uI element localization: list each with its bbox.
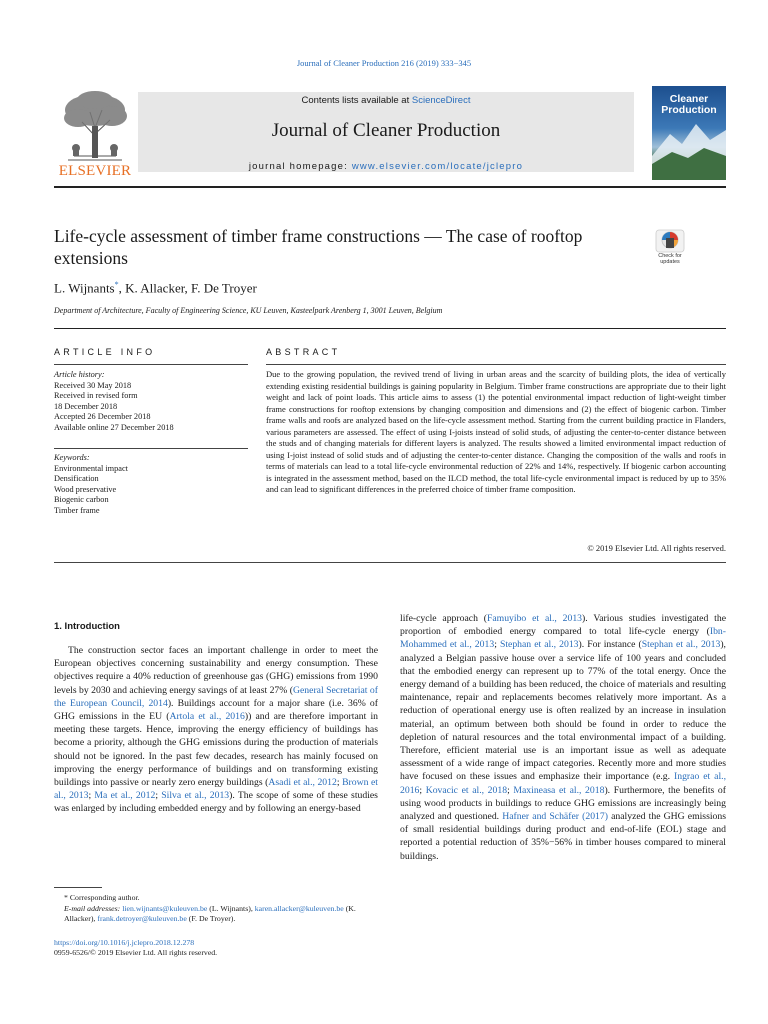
body-text: )) and are therefore important in meeting these targets. Hence, improving the energy efficiency of buildings has become a priority, although the GHG emissions during the production of materials should not be ignored. In the past few decades, research has mainly focused on improving the energy performance of buildings and on transforming existing buildings into passive or nearly zero energy buildings ( (54, 711, 378, 789)
keyword: Wood preservative (54, 484, 117, 494)
body-text: ), analyzed a Belgian passive house over a service life of 100 years and concluded that the embodied energy can represent up to 77% of the total energy. Once the energy demand of a building has been reduced, the choice of materials and resulting maintenance, repair and replacements becomes relatively more important. As a reduction of operational energy use is often realized by an increase in insulation material, an optimum between both should be found in order to reduce the depletion of natural resources and the total environmental impact of a building. Therefore, efficient material use is an important issue as well as adequate assessment of a wide range of impact categories. Recently more and more studies have focused on these issues and emphasize their importance (e.g. (400, 639, 726, 783)
abstract-copyright: © 2019 Elsevier Ltd. All rights reserved. (587, 543, 726, 553)
body-text: ). Various studies investigated the proportion of embodied energy compared to total life-cycle energy ( (400, 613, 727, 638)
intro-left-column (54, 644, 378, 816)
footnotes (54, 893, 378, 925)
journal-header-box (138, 92, 634, 172)
author-list (54, 280, 257, 296)
body-text: ; (507, 784, 514, 796)
reference-link[interactable]: Hafner and Schäfer (2017) (502, 811, 608, 823)
history-item: 18 December 2018 (54, 401, 118, 411)
corresponding-author-mark[interactable]: * (114, 280, 119, 289)
body-text: ; (494, 639, 500, 651)
article-history (54, 370, 248, 434)
reference-link[interactable]: General Secretariat of the European Council, 2014 (54, 684, 378, 709)
affiliation-rule (54, 328, 726, 329)
issn-line: 0959-6526/© 2019 Elsevier Ltd. All rights reserved. (54, 948, 218, 957)
journal-name: Journal of Cleaner Production (271, 120, 501, 141)
cover-title: Cleaner Production (661, 93, 717, 116)
intro-paragraph (400, 612, 726, 863)
abstract-bottom-rule (54, 562, 726, 563)
journal-citation[interactable]: Journal of Cleaner Production 216 (2019) 333−345 (296, 58, 472, 68)
elsevier-logo[interactable] (54, 86, 136, 180)
abstract-text: Due to the growing population, the revived trend of living in urban areas and the scarcity of building plots, the idea of vertically extending existing residential buildings is gaining popularity in Belgium. Timber frame constructions are appropriate due to their light weight and lack of point loads. This article aims to assess (1) the potential environmental impact reduction of light-weight timber frame constructions for rooftop extensions by changing composition and dimensions and (2) the effect of biogenic carbon. Timber frame walls and roofs are analyzed based on the life-cycle assessment method. Starting from the current building practice in Flanders, various parameters are assessed. The effect of using I-joists instead of solid studs, of adjusting the center-to-center distance between the studs and of changing materials for different layers is analyzed. The results showed a limited environmental impact reduction of using I-joist instead of solid studs and of adjusting the center-to-center distance. Changing the composition of the walls and roofs in terms of materials can lead to a total life-cycle environmental reduction of 22% and 14%, respectively. If biogenic carbon accounting is integrated in the assessment method, based on the ILCD method, the total life-cycle environmental impact is reduced by up to 35% and can lead to significant differences in the preferred choice of timber frame composition. (266, 369, 726, 495)
keywords (54, 453, 248, 517)
reference-link[interactable]: Ibn-Mohammed et al., 2013 (400, 626, 726, 651)
section-heading-introduction: 1. Introduction (54, 621, 120, 632)
email-link[interactable]: frank.detroyer@kuleuven.be (97, 914, 187, 923)
email-link[interactable]: lien.wijnants@kuleuven.be (122, 903, 208, 913)
header-rule (54, 186, 726, 188)
masthead (54, 86, 726, 180)
reference-link[interactable]: Famuyibo et al., 2013 (486, 613, 583, 624)
body-text: The construction sector faces an important challenge in order to meet the European objectives concerning sustainability and energy consumption. These objectives require a 40% reduction of greenhouse gas (GHG) emissions from 1990 levels by 2030 and achieving energy savings of at least 27% ( (54, 645, 378, 696)
keywords-rule (54, 448, 248, 449)
email-owner: (L. Wijnants), (207, 903, 255, 913)
abstract-heading: ABSTRACT (266, 347, 341, 357)
homepage-prefix: journal homepage: (248, 161, 352, 172)
reference-link[interactable]: Brown et al., 2013 (54, 777, 378, 802)
article-title: Life-cycle assessment of timber frame constructions — The case of rooftop extensions (54, 226, 583, 268)
email-link[interactable]: karen.allacker@kuleuven.be (254, 903, 344, 913)
reference-link[interactable]: Ma et al., 2012 (94, 790, 156, 802)
reference-link[interactable]: Asadi et al., 2012 (268, 777, 337, 789)
reference-link[interactable]: Maxineasa et al., 2018 (513, 784, 605, 796)
body-text: analyzed the GHG emissions of small residential buildings during product and end-of-life (EOL) stage and reported a potential reduction of 35%−56% in timber houses compared to mineral buildings. (400, 811, 726, 862)
reference-link[interactable]: Stephan et al., 2013 (499, 639, 579, 651)
email-addresses (54, 904, 378, 925)
body-text: ). For instance ( (578, 639, 642, 651)
body-text: life-cycle approach ( (400, 613, 487, 624)
crossmark-icon (648, 229, 692, 253)
article-info-rule (54, 364, 248, 365)
intro-paragraph (54, 644, 378, 816)
body-text: ). Buildings account for a major share (i.e. 36% of GHG emissions in the EU ( (54, 697, 378, 723)
keyword: Densification (54, 474, 99, 484)
history-heading: Article history: (54, 370, 105, 379)
reference-link[interactable]: Ingrao et al., 2016 (400, 771, 727, 796)
history-item: Available online 27 December 2018 (54, 422, 174, 432)
history-item: Received 30 May 2018 (54, 380, 132, 390)
affiliation: Department of Architecture, Faculty of Engineering Science, KU Leuven, Kasteelpark Arenberg 1, 3001 Leuven, Belgium (54, 306, 443, 315)
sciencedirect-link[interactable]: ScienceDirect (411, 95, 471, 106)
body-text: ). The scope of some of these studies was enlarged by including embedded energy and by following an energy-based (54, 790, 378, 815)
publisher-name: ELSEVIER (58, 163, 132, 179)
email-owner: (F. De Troyer). (186, 914, 236, 923)
other-authors[interactable]: , K. Allacker, F. De Troyer (118, 280, 257, 296)
contents-prefix: Contents lists available at (301, 95, 412, 106)
cover-mountain-icon (652, 86, 726, 180)
reference-link[interactable]: Kovacic et al., 2018 (425, 784, 508, 796)
history-item: Received in revised form (54, 391, 138, 401)
reference-link[interactable]: Artola et al., 2016 (169, 711, 245, 723)
contents-line (138, 95, 634, 106)
homepage-line (138, 161, 634, 172)
check-for-updates-badge[interactable] (648, 229, 692, 265)
body-text: ; (88, 790, 95, 802)
email-label: E-mail addresses: (64, 903, 121, 913)
keyword: Timber frame (54, 505, 100, 515)
doi-link[interactable]: https://doi.org/10.1016/j.jclepro.2018.12.278 (54, 938, 195, 947)
footnote-rule (54, 887, 102, 888)
journal-cover[interactable] (652, 86, 726, 180)
corresponding-author-note: * Corresponding author. (64, 893, 140, 902)
intro-right-column (400, 612, 726, 863)
keywords-heading: Keywords: (54, 453, 90, 462)
body-text: ; (336, 777, 343, 789)
elsevier-tree-icon (54, 86, 136, 162)
article-info-heading: ARTICLE INFO (54, 347, 156, 357)
reference-link[interactable]: Silva et al., 2013 (161, 790, 230, 802)
author-wijnants[interactable]: L. Wijnants (54, 280, 115, 296)
reference-link[interactable]: Stephan et al., 2013 (641, 639, 721, 651)
email-owner: (K. Allacker), (64, 903, 356, 923)
history-item: Accepted 26 December 2018 (54, 412, 151, 422)
body-text: ; (155, 790, 162, 802)
keyword: Environmental impact (54, 463, 128, 473)
crossmark-label: Check for updates (658, 253, 682, 265)
body-text: ; (419, 784, 426, 796)
abstract-rule (266, 364, 726, 365)
keyword: Biogenic carbon (54, 495, 109, 505)
homepage-link[interactable]: www.elsevier.com/locate/jclepro (351, 161, 524, 172)
body-text: ). Furthermore, the benefits of using wood products in buildings to reduce GHG emissions are increasingly being analyzed and questioned. (400, 784, 726, 823)
